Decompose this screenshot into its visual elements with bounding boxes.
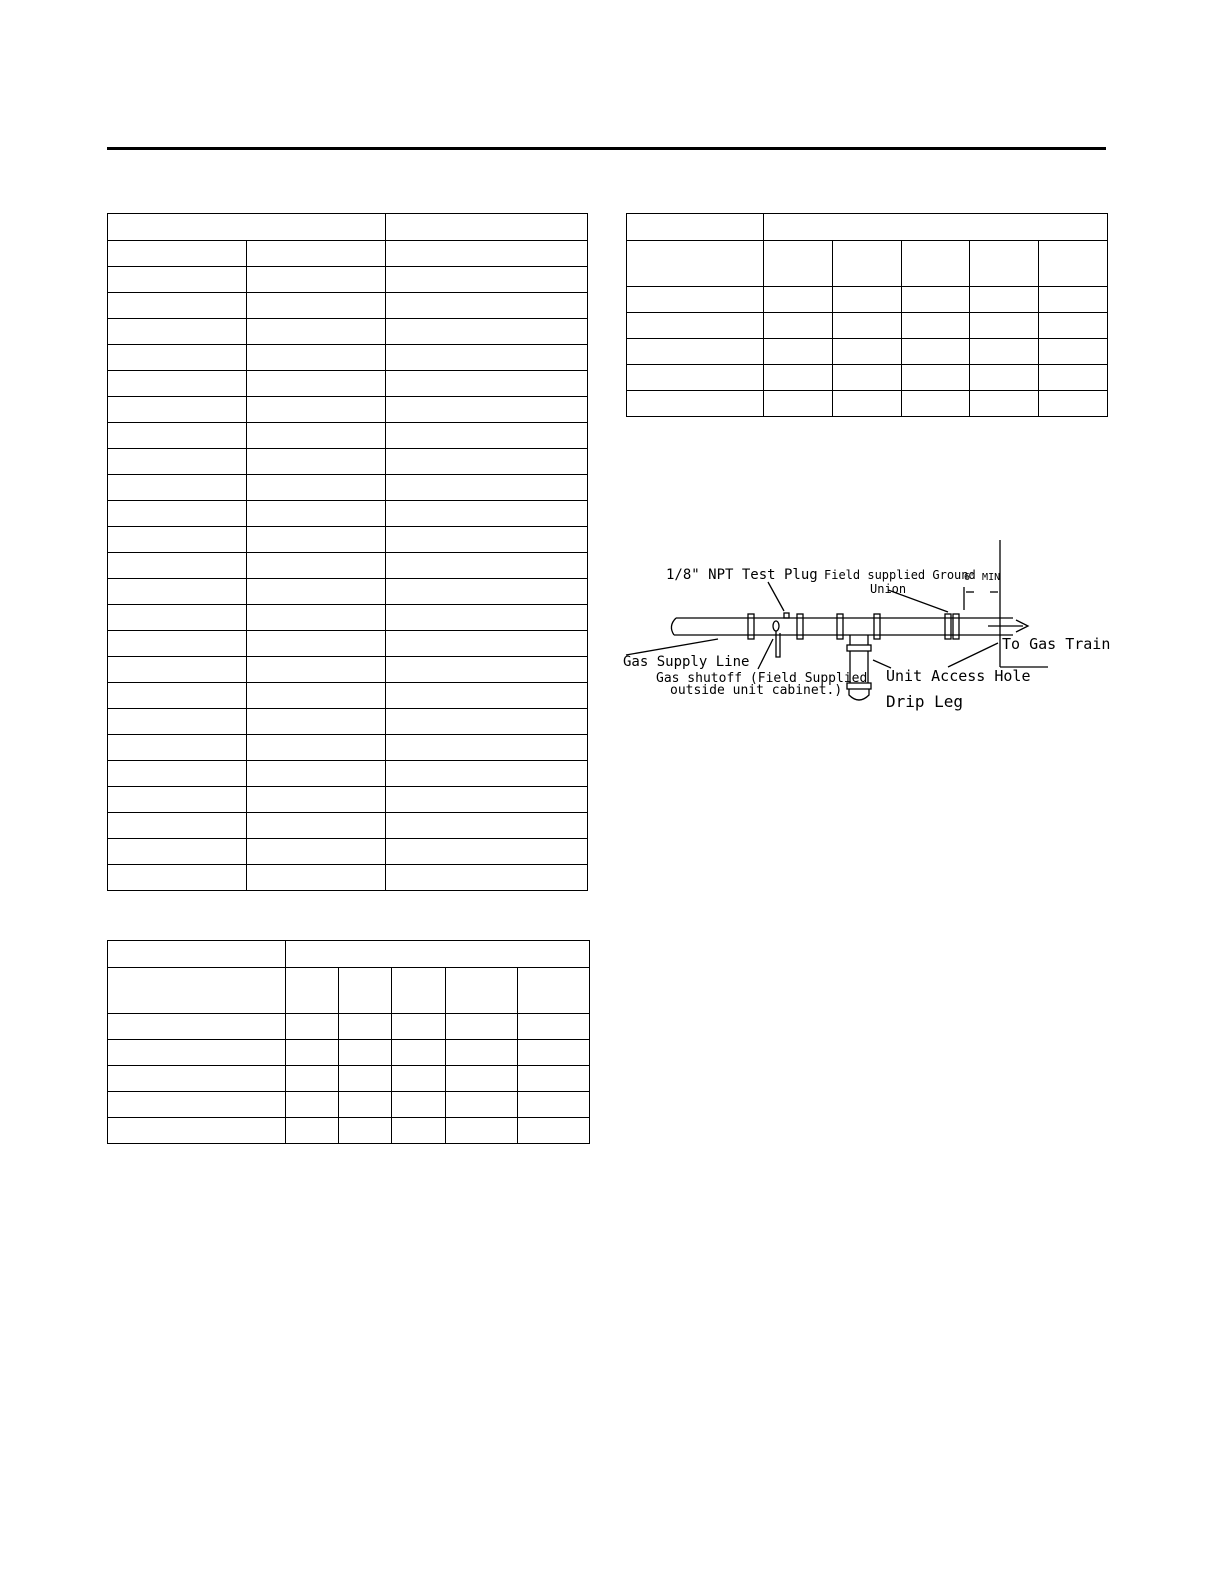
- table-cell: [833, 365, 902, 391]
- table-cell: [1039, 391, 1108, 417]
- leader-shutoff: [758, 639, 773, 669]
- table-row: [627, 313, 1108, 339]
- table-cell: [518, 1118, 590, 1144]
- table-cell: [108, 1040, 286, 1066]
- table-cell: [518, 1066, 590, 1092]
- table-cell: [247, 579, 386, 605]
- table-cell: [286, 1066, 339, 1092]
- table-cell: [386, 761, 588, 787]
- table-cell: [970, 241, 1039, 287]
- table-row: [108, 1092, 590, 1118]
- table-cell: [247, 865, 386, 891]
- table-cell: [833, 241, 902, 287]
- table-cell: [386, 423, 588, 449]
- table-cell: [446, 1040, 518, 1066]
- table-cell: [386, 787, 588, 813]
- table-cell: [108, 397, 247, 423]
- table-cell: [970, 287, 1039, 313]
- table-row: [108, 293, 588, 319]
- table-row: [627, 214, 1108, 241]
- table-cell: [518, 968, 590, 1014]
- table-cell: [247, 839, 386, 865]
- table-cell: [108, 345, 247, 371]
- table-cell: [247, 423, 386, 449]
- pipe-cut-end: [671, 618, 676, 635]
- table-cell: [286, 968, 339, 1014]
- table-cell: [108, 423, 247, 449]
- table-cell: [108, 214, 386, 241]
- table-row: [108, 1066, 590, 1092]
- table-cell: [339, 968, 392, 1014]
- table-cell: [247, 631, 386, 657]
- shutoff-valve: [773, 621, 779, 631]
- table-cell: [247, 241, 386, 267]
- label-to-gas-train: To Gas Train: [1002, 635, 1111, 653]
- table-b: [107, 940, 590, 1144]
- table-cell: [1039, 287, 1108, 313]
- table-cell: [386, 813, 588, 839]
- table-cell: [970, 313, 1039, 339]
- table-cell: [286, 1092, 339, 1118]
- table-cell: [764, 287, 833, 313]
- table-cell: [970, 391, 1039, 417]
- table-cell: [108, 1014, 286, 1040]
- table-cell: [108, 657, 247, 683]
- table-row: [108, 267, 588, 293]
- table-cell: [108, 293, 247, 319]
- table-row: [108, 1040, 590, 1066]
- table-cell: [627, 287, 764, 313]
- table-row: [627, 241, 1108, 287]
- table-cell: [108, 605, 247, 631]
- table-cell: [108, 371, 247, 397]
- table-cell: [247, 319, 386, 345]
- table-cell: [339, 1066, 392, 1092]
- table-cell: [386, 345, 588, 371]
- label-gas-supply-line: Gas Supply Line: [623, 654, 750, 670]
- table-cell: [108, 787, 247, 813]
- table-cell: [386, 631, 588, 657]
- table-cell: [247, 683, 386, 709]
- table-row: [108, 579, 588, 605]
- table-row: [108, 813, 588, 839]
- table-cell: [518, 1014, 590, 1040]
- table-cell: [392, 1118, 446, 1144]
- table-cell: [386, 735, 588, 761]
- table-row: [108, 1118, 590, 1144]
- drip-leg-cap: [849, 689, 869, 700]
- table-a: [107, 213, 588, 891]
- table-row: [108, 423, 588, 449]
- tee: [850, 635, 868, 645]
- table-row: [108, 397, 588, 423]
- table-cell: [286, 1014, 339, 1040]
- table-row: [108, 371, 588, 397]
- label-ground-union-2: Union: [870, 582, 907, 596]
- table-cell: [386, 605, 588, 631]
- table-cell: [108, 735, 247, 761]
- table-cell: [386, 371, 588, 397]
- table-cell: [902, 365, 970, 391]
- table-cell: [247, 553, 386, 579]
- table-cell: [764, 365, 833, 391]
- label-ground-union: Field supplied Ground: [824, 568, 976, 582]
- table-cell: [339, 1118, 392, 1144]
- table-row: [108, 553, 588, 579]
- table-cell: [339, 1014, 392, 1040]
- table-cell: [1039, 339, 1108, 365]
- table-cell: [386, 241, 588, 267]
- table-row: [108, 475, 588, 501]
- label-gas-shutoff: Gas shutoff (Field Supplied: [656, 671, 868, 686]
- table-cell: [286, 941, 590, 968]
- label-six-min: 6" MIN: [964, 572, 1001, 583]
- table-cell: [386, 267, 588, 293]
- table-cell: [247, 449, 386, 475]
- table-cell: [627, 339, 764, 365]
- table-row: [108, 501, 588, 527]
- table-cell: [108, 683, 247, 709]
- table-cell: [386, 579, 588, 605]
- table-row: [108, 865, 588, 891]
- table-row: [108, 605, 588, 631]
- test-plug: [784, 613, 789, 618]
- table-cell: [446, 1066, 518, 1092]
- table-cell: [833, 313, 902, 339]
- table-cell: [108, 865, 247, 891]
- table-cell: [386, 865, 588, 891]
- label-unit-access-hole: Unit Access Hole: [886, 667, 1031, 685]
- table-cell: [108, 475, 247, 501]
- table-cell: [446, 1118, 518, 1144]
- table-row: [108, 241, 588, 267]
- table-row: [627, 287, 1108, 313]
- table-cell: [392, 1040, 446, 1066]
- table-cell: [833, 287, 902, 313]
- table-cell: [392, 1066, 446, 1092]
- table-cell: [386, 293, 588, 319]
- table-cell: [247, 657, 386, 683]
- table-cell: [970, 365, 1039, 391]
- table-cell: [247, 475, 386, 501]
- label-test-plug: 1/8" NPT Test Plug: [666, 567, 818, 583]
- table-row: [108, 345, 588, 371]
- gas-piping-diagram: [618, 535, 1111, 725]
- table-cell: [247, 345, 386, 371]
- table-cell: [627, 365, 764, 391]
- table-cell: [902, 391, 970, 417]
- table-cell: [386, 319, 588, 345]
- table-cell: [108, 527, 247, 553]
- table-cell: [247, 735, 386, 761]
- table-cell: [764, 313, 833, 339]
- table-cell: [386, 709, 588, 735]
- table-cell: [764, 339, 833, 365]
- table-cell: [392, 1092, 446, 1118]
- table-cell: [386, 657, 588, 683]
- table-cell: [108, 631, 247, 657]
- table-row: [108, 968, 590, 1014]
- table-row: [108, 735, 588, 761]
- table-cell: [386, 449, 588, 475]
- header-rule: [107, 147, 1106, 150]
- table-row: [627, 365, 1108, 391]
- table-row: [108, 449, 588, 475]
- table-cell: [764, 214, 1108, 241]
- table-cell: [518, 1092, 590, 1118]
- table-cell: [108, 553, 247, 579]
- table-cell: [386, 553, 588, 579]
- table-row: [108, 527, 588, 553]
- leader-test-plug: [768, 582, 784, 611]
- table-cell: [1039, 365, 1108, 391]
- table-row: [108, 941, 590, 968]
- table-cell: [627, 241, 764, 287]
- table-row: [108, 214, 588, 241]
- table-cell: [902, 339, 970, 365]
- table-cell: [446, 968, 518, 1014]
- table-cell: [386, 397, 588, 423]
- table-cell: [108, 761, 247, 787]
- table-cell: [247, 293, 386, 319]
- table-row: [108, 709, 588, 735]
- table-cell: [764, 241, 833, 287]
- table-cell: [764, 391, 833, 417]
- table-row: [108, 787, 588, 813]
- table-cell: [627, 214, 764, 241]
- table-cell: [392, 968, 446, 1014]
- table-cell: [108, 501, 247, 527]
- table-cell: [247, 501, 386, 527]
- label-gas-shutoff-2: outside unit cabinet.): [670, 683, 843, 698]
- table-cell: [247, 371, 386, 397]
- table-row: [108, 319, 588, 345]
- table-cell: [446, 1014, 518, 1040]
- table-cell: [286, 1040, 339, 1066]
- table-cell: [247, 267, 386, 293]
- table-cell: [339, 1040, 392, 1066]
- table-cell: [386, 683, 588, 709]
- table-cell: [902, 241, 970, 287]
- table-cell: [446, 1092, 518, 1118]
- table-cell: [247, 787, 386, 813]
- table-row: [108, 839, 588, 865]
- table-cell: [902, 313, 970, 339]
- table-cell: [1039, 241, 1108, 287]
- table-cell: [108, 449, 247, 475]
- table-cell: [627, 313, 764, 339]
- table-cell: [108, 813, 247, 839]
- table-cell: [833, 391, 902, 417]
- table-cell: [286, 1118, 339, 1144]
- table-cell: [247, 527, 386, 553]
- table-cell: [247, 397, 386, 423]
- table-row: [627, 339, 1108, 365]
- table-c: [626, 213, 1108, 417]
- table-cell: [108, 941, 286, 968]
- table-cell: [1039, 313, 1108, 339]
- table-cell: [108, 1066, 286, 1092]
- table-cell: [386, 527, 588, 553]
- table-cell: [247, 605, 386, 631]
- table-cell: [108, 1118, 286, 1144]
- table-cell: [108, 267, 247, 293]
- table-cell: [247, 709, 386, 735]
- table-cell: [247, 761, 386, 787]
- table-cell: [386, 501, 588, 527]
- table-cell: [833, 339, 902, 365]
- table-row: [108, 1014, 590, 1040]
- table-cell: [108, 968, 286, 1014]
- leader-access-hole: [948, 643, 998, 667]
- table-cell: [339, 1092, 392, 1118]
- label-drip-leg: Drip Leg: [886, 692, 964, 711]
- table-cell: [518, 1040, 590, 1066]
- table-cell: [970, 339, 1039, 365]
- table-cell: [108, 319, 247, 345]
- table-cell: [108, 839, 247, 865]
- table-cell: [386, 214, 588, 241]
- table-cell: [627, 391, 764, 417]
- table-cell: [386, 475, 588, 501]
- table-cell: [247, 813, 386, 839]
- table-row: [108, 761, 588, 787]
- table-cell: [386, 839, 588, 865]
- table-cell: [902, 287, 970, 313]
- table-row: [108, 657, 588, 683]
- table-cell: [108, 709, 247, 735]
- leader-supply-line: [626, 639, 718, 655]
- table-cell: [108, 241, 247, 267]
- table-row: [108, 683, 588, 709]
- table-row: [627, 391, 1108, 417]
- drip-leg-coupling: [847, 645, 871, 651]
- table-row: [108, 631, 588, 657]
- table-cell: [108, 579, 247, 605]
- table-cell: [392, 1014, 446, 1040]
- table-cell: [108, 1092, 286, 1118]
